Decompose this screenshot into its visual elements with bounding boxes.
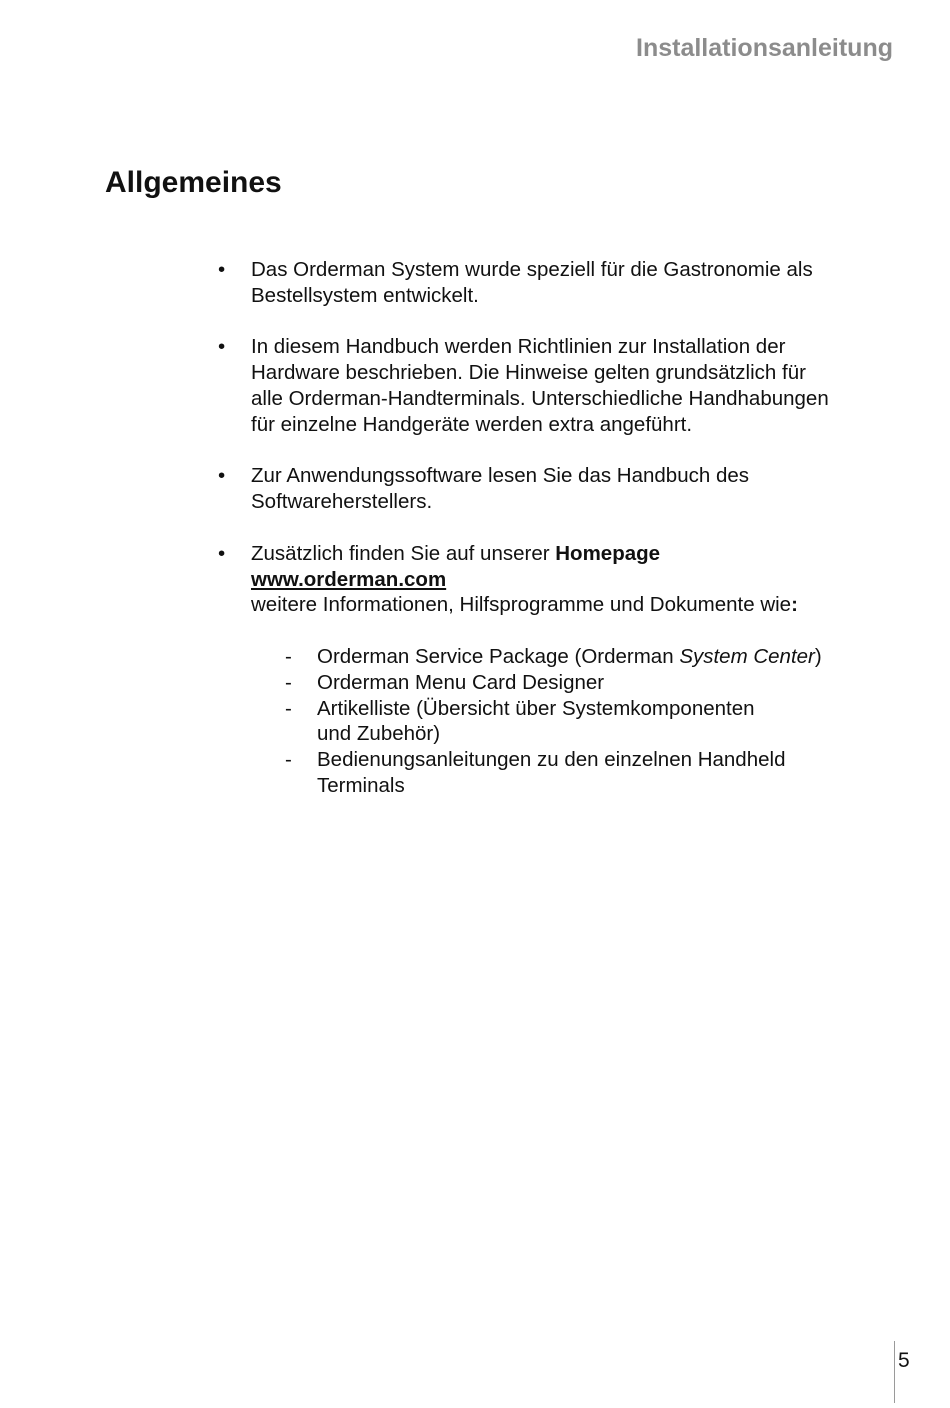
page-number: 5 [898,1349,910,1372]
sub-item-text-line: Artikelliste (Übersicht über Systemkomponenten [317,696,755,720]
page-title: Allgemeines [105,166,282,199]
list-item [251,670,910,696]
homepage-label: Homepage [555,541,661,565]
homepage-intro-text: Zusätzlich finden Sie auf unserer [251,541,556,565]
page-number-divider [894,1341,895,1403]
sub-item-text-line: Bedienungsanleitungen zu den einzelnen Handheld [317,748,786,772]
bullet-text-line [251,567,910,593]
dash-icon: - [285,748,292,772]
bullet-icon: • [218,335,226,359]
bullet-text-line: Bestellsystem entwickelt. [251,283,479,307]
bullet-text-line: Das Orderman System wurde speziell für die Gastronomie als [251,258,813,281]
list-item [0,334,950,437]
bullet-text-line: für einzelne Handgeräte werden extra angeführt. [251,412,693,436]
sub-item-text-line: und Zubehör) [317,722,441,746]
list-item [0,541,950,799]
bullet-text-line: Softwareherstellers. [251,490,433,514]
bullet-icon: • [218,464,226,488]
list-item [251,747,910,799]
documents-intro-colon: : [791,593,798,617]
document-list [251,644,910,799]
list-item [0,257,950,309]
bullet-icon: • [218,541,226,565]
bullet-text-line: alle Orderman-Handterminals. Unterschiedliche Handhabungen [251,386,829,410]
sub-item-text-line [317,644,910,670]
sub-item-text: Orderman Service Package (Orderman [317,644,680,668]
dash-icon: - [285,670,292,694]
bullet-text-line [251,541,910,567]
dash-icon: - [285,644,292,668]
list-item [251,696,910,748]
bullet-text-line: Hardware beschrieben. Die Hinweise gelten grundsätzlich für [251,361,806,385]
sub-item-emphasis: System Center [679,644,815,668]
bullet-text-line: In diesem Handbuch werden Richtlinien zur Installation der [251,335,786,359]
list-item [0,463,950,515]
bullet-text-line: Zur Anwendungssoftware lesen Sie das Handbuch des [251,464,750,488]
sub-item-close: ) [814,644,822,668]
list-item [251,644,910,670]
bullet-text-line [251,592,910,618]
running-header: Installationsanleitung [636,34,893,62]
sub-item-text-line: Terminals [317,773,405,797]
sub-item-text-line: Orderman Menu Card Designer [317,670,605,694]
dash-icon: - [285,696,292,720]
bullet-icon: • [218,258,226,281]
bullet-list [0,257,950,825]
documents-intro-text: weitere Informationen, Hilfsprogramme und Dokumente wie [251,593,792,617]
homepage-link[interactable]: www.orderman.com [251,567,447,591]
